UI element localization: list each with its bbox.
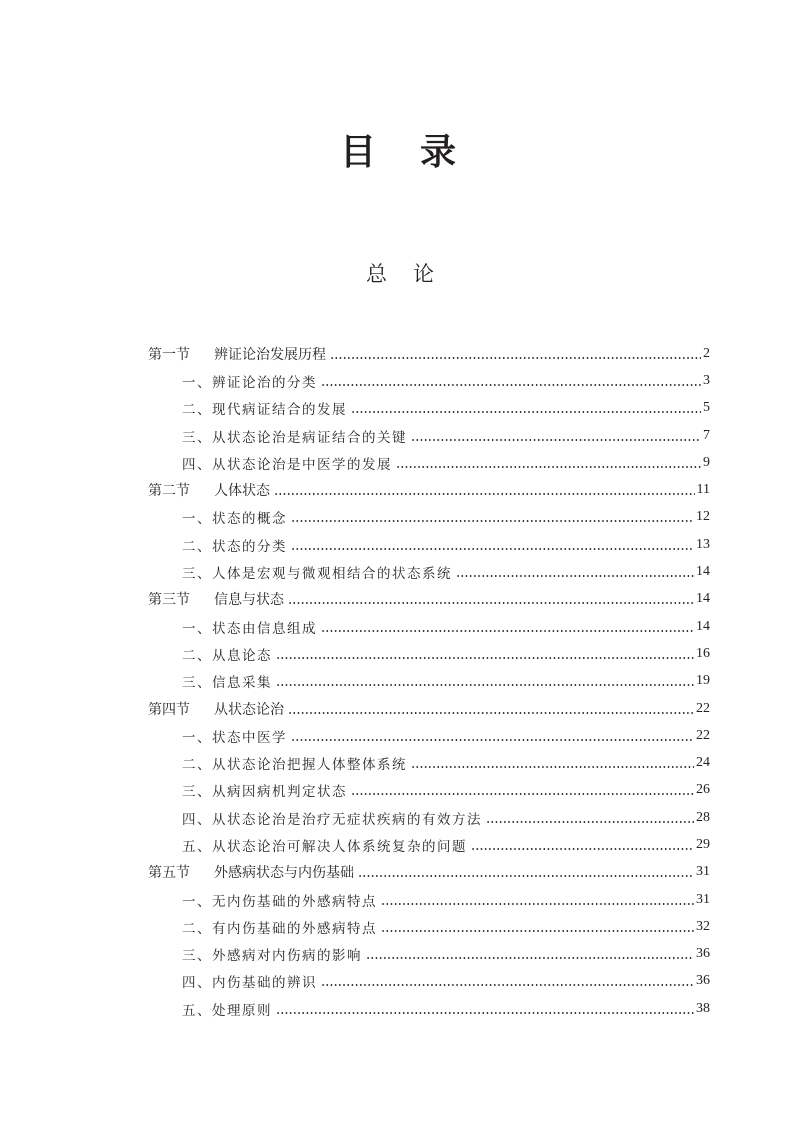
toc-entry-label: 二、有内伤基础的外感病特点 xyxy=(182,920,377,937)
toc-entry-label: 三、从状态论治是病证结合的关键 xyxy=(182,429,407,446)
dot-leader xyxy=(276,1002,694,1016)
toc-section-title: 从状态论治 xyxy=(214,701,284,718)
page-title xyxy=(0,124,800,175)
toc-page-number: 32 xyxy=(696,918,710,934)
toc-page-number: 14 xyxy=(696,618,710,634)
toc-page-number: 26 xyxy=(696,782,710,798)
toc-page-number: 31 xyxy=(696,864,710,880)
dot-leader xyxy=(274,483,695,497)
toc-entry-label xyxy=(148,862,354,882)
toc-page-number: 31 xyxy=(696,891,710,907)
toc-subsection-entry[interactable] xyxy=(148,640,710,667)
toc-section-entry[interactable] xyxy=(148,586,710,613)
toc-section-number: 第四节 xyxy=(148,701,190,718)
toc-subsection-entry[interactable] xyxy=(148,995,710,1022)
dot-leader xyxy=(396,456,701,470)
toc-entry-label: 五、处理原则 xyxy=(182,1002,272,1019)
toc-entry-label: 一、辨证论治的分类 xyxy=(182,374,317,391)
dot-leader xyxy=(288,702,694,716)
dot-leader xyxy=(321,974,694,988)
toc-subsection-entry[interactable] xyxy=(148,531,710,558)
toc-page-number: 38 xyxy=(696,1000,710,1016)
dot-leader xyxy=(291,729,694,743)
toc-entry-label: 三、从病因病机判定状态 xyxy=(182,784,347,801)
dot-leader xyxy=(381,920,694,934)
toc-entry-label: 三、外感病对内伤病的影响 xyxy=(182,948,362,965)
dot-leader xyxy=(351,783,694,797)
toc-section-entry[interactable] xyxy=(148,340,710,367)
toc-entry-label: 一、无内伤基础的外感病特点 xyxy=(182,893,377,910)
toc-page-number: 16 xyxy=(696,645,710,661)
toc-page-number: 7 xyxy=(703,427,710,443)
toc-page-number: 5 xyxy=(703,400,710,416)
toc-entry-label: 四、内伤基础的辨识 xyxy=(182,975,317,992)
toc-page-number: 29 xyxy=(696,836,710,852)
toc-subsection-entry[interactable] xyxy=(148,777,710,804)
toc-subsection-entry[interactable] xyxy=(148,613,710,640)
toc-section-entry[interactable] xyxy=(148,859,710,886)
toc-subsection-entry[interactable] xyxy=(148,422,710,449)
toc-page-number: 19 xyxy=(696,673,710,689)
toc-subsection-entry[interactable] xyxy=(148,558,710,585)
toc-section-entry[interactable] xyxy=(148,476,710,503)
dot-leader xyxy=(471,838,694,852)
dot-leader xyxy=(351,401,701,415)
toc-page-number: 9 xyxy=(703,454,710,470)
toc-subsection-entry[interactable] xyxy=(148,968,710,995)
toc-entry-label: 四、从状态论治是中医学的发展 xyxy=(182,456,392,473)
toc-subsection-entry[interactable] xyxy=(148,367,710,394)
toc-entry-label: 三、人体是宏观与微观相结合的状态系统 xyxy=(182,566,452,583)
toc-entry-label: 二、现代病证结合的发展 xyxy=(182,402,347,419)
toc-section-number: 第二节 xyxy=(148,483,190,500)
dot-leader xyxy=(411,429,701,443)
toc-subsection-entry[interactable] xyxy=(148,504,710,531)
toc-subsection-entry[interactable] xyxy=(148,886,710,913)
dot-leader xyxy=(288,592,694,606)
page-title-char: 录 xyxy=(420,131,461,173)
toc-subsection-entry[interactable] xyxy=(148,749,710,776)
toc-entry-label: 三、信息采集 xyxy=(182,675,272,692)
toc-page-number: 36 xyxy=(696,973,710,989)
dot-leader xyxy=(330,347,701,361)
toc-page-number: 2 xyxy=(703,345,710,361)
dot-leader xyxy=(456,565,694,579)
page-title-char: 目 xyxy=(339,131,380,173)
dot-leader xyxy=(291,510,694,524)
toc-entry-label: 二、状态的分类 xyxy=(182,538,287,555)
toc-entry-label: 四、从状态论治是治疗无症状疾病的有效方法 xyxy=(182,811,482,828)
dot-leader xyxy=(411,756,694,770)
toc-page-number: 36 xyxy=(696,946,710,962)
toc-section-entry[interactable] xyxy=(148,695,710,722)
toc-page-number: 14 xyxy=(696,591,710,607)
toc-entry-label: 一、状态由信息组成 xyxy=(182,620,317,637)
toc-page-number: 14 xyxy=(696,564,710,580)
dot-leader xyxy=(358,865,694,879)
toc-entry-label xyxy=(148,699,284,719)
dot-leader xyxy=(276,647,694,661)
toc-entry-label: 五、从状态论治可解决人体系统复杂的问题 xyxy=(182,838,467,855)
dot-leader xyxy=(321,374,701,388)
toc-section-number: 第五节 xyxy=(148,865,190,882)
toc-entry-label: 二、从息论态 xyxy=(182,647,272,664)
dot-leader xyxy=(366,947,694,961)
dot-leader xyxy=(321,620,694,634)
toc-page-number: 12 xyxy=(696,509,710,525)
toc-subsection-entry[interactable] xyxy=(148,395,710,422)
toc-subsection-entry[interactable] xyxy=(148,804,710,831)
toc-entry-label: 一、状态的概念 xyxy=(182,511,287,528)
toc-page-number: 3 xyxy=(703,372,710,388)
toc-page-number: 24 xyxy=(696,755,710,771)
toc-section-number: 第三节 xyxy=(148,592,190,609)
toc-section-title: 辨证论治发展历程 xyxy=(214,346,326,363)
toc-subsection-entry[interactable] xyxy=(148,913,710,940)
toc-subsection-entry[interactable] xyxy=(148,831,710,858)
toc-page-number: 13 xyxy=(696,536,710,552)
part-heading-char: 论 xyxy=(413,262,434,286)
toc-page-number: 11 xyxy=(696,482,710,498)
toc-subsection-entry[interactable] xyxy=(148,668,710,695)
toc-entry-label: 二、从状态论治把握人体整体系统 xyxy=(182,757,407,774)
toc-entry-label xyxy=(148,480,270,500)
part-heading xyxy=(0,258,800,288)
toc-entry-label xyxy=(148,589,284,609)
dot-leader xyxy=(276,674,694,688)
dot-leader xyxy=(291,538,694,552)
toc-entry-label xyxy=(148,344,326,364)
toc-subsection-entry[interactable] xyxy=(148,941,710,968)
toc-page-number: 22 xyxy=(696,727,710,743)
dot-leader xyxy=(381,893,694,907)
toc-page-number: 22 xyxy=(696,700,710,716)
dot-leader xyxy=(486,811,694,825)
toc-section-title: 信息与状态 xyxy=(214,592,284,609)
toc-section-title: 人体状态 xyxy=(214,483,270,500)
toc-section-number: 第一节 xyxy=(148,346,190,363)
toc-section-title: 外感病状态与内伤基础 xyxy=(214,865,354,882)
toc-subsection-entry[interactable] xyxy=(148,722,710,749)
toc-page-number: 28 xyxy=(696,809,710,825)
toc-subsection-entry[interactable] xyxy=(148,449,710,476)
table-of-contents xyxy=(148,340,710,1022)
part-heading-char: 总 xyxy=(366,262,387,286)
toc-entry-label: 一、状态中医学 xyxy=(182,729,287,746)
